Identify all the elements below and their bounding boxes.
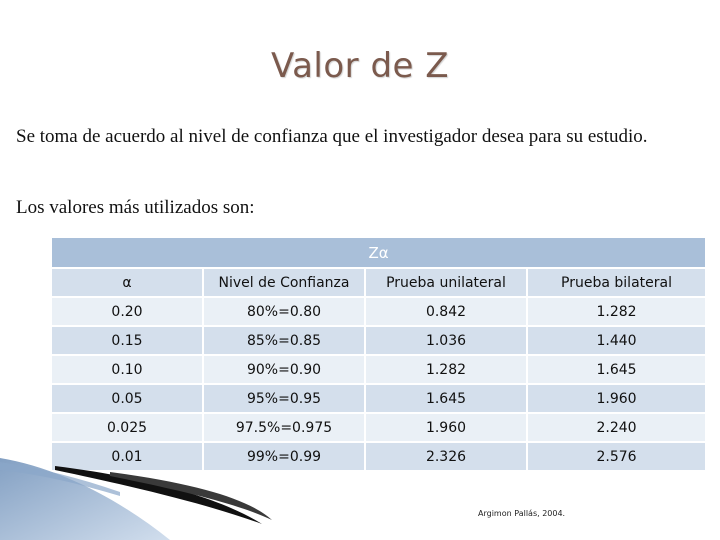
column-header-alpha: α (52, 269, 202, 296)
cell-one-tailed: 1.960 (366, 414, 526, 441)
cell-alpha: 0.20 (52, 298, 202, 325)
cell-confidence: 99%=0.99 (204, 443, 364, 470)
cell-two-tailed: 1.282 (528, 298, 705, 325)
cell-one-tailed: 1.645 (366, 385, 526, 412)
cell-alpha: 0.025 (52, 414, 202, 441)
cell-two-tailed: 1.645 (528, 356, 705, 383)
cell-one-tailed: 1.036 (366, 327, 526, 354)
cell-two-tailed: 1.440 (528, 327, 705, 354)
slide-title: Valor de Z (270, 46, 450, 86)
cell-one-tailed: 0.842 (366, 298, 526, 325)
cell-two-tailed: 1.960 (528, 385, 705, 412)
cell-alpha: 0.15 (52, 327, 202, 354)
cell-confidence: 85%=0.85 (204, 327, 364, 354)
column-header-two-tailed: Prueba bilateral (528, 269, 705, 296)
column-header-confidence: Nivel de Confianza (204, 269, 364, 296)
cell-one-tailed: 1.282 (366, 356, 526, 383)
citation: Argimon Pallás, 2004. (478, 509, 566, 518)
cell-alpha: 0.01 (52, 443, 202, 470)
cell-one-tailed: 2.326 (366, 443, 526, 470)
cell-confidence: 80%=0.80 (204, 298, 364, 325)
cell-alpha: 0.05 (52, 385, 202, 412)
cell-confidence: 97.5%=0.975 (204, 414, 364, 441)
cell-confidence: 90%=0.90 (204, 356, 364, 383)
cell-confidence: 95%=0.95 (204, 385, 364, 412)
intro-paragraph: Se toma de acuerdo al nivel de confianza que el investigador desea para su estudio. (16, 126, 648, 147)
cell-alpha: 0.10 (52, 356, 202, 383)
column-header-one-tailed: Prueba unilateral (366, 269, 526, 296)
cell-two-tailed: 2.576 (528, 443, 705, 470)
values-lead-paragraph: Los valores más utilizados son: (16, 197, 255, 218)
cell-two-tailed: 2.240 (528, 414, 705, 441)
table-header-z-alpha: Zα (52, 238, 705, 267)
